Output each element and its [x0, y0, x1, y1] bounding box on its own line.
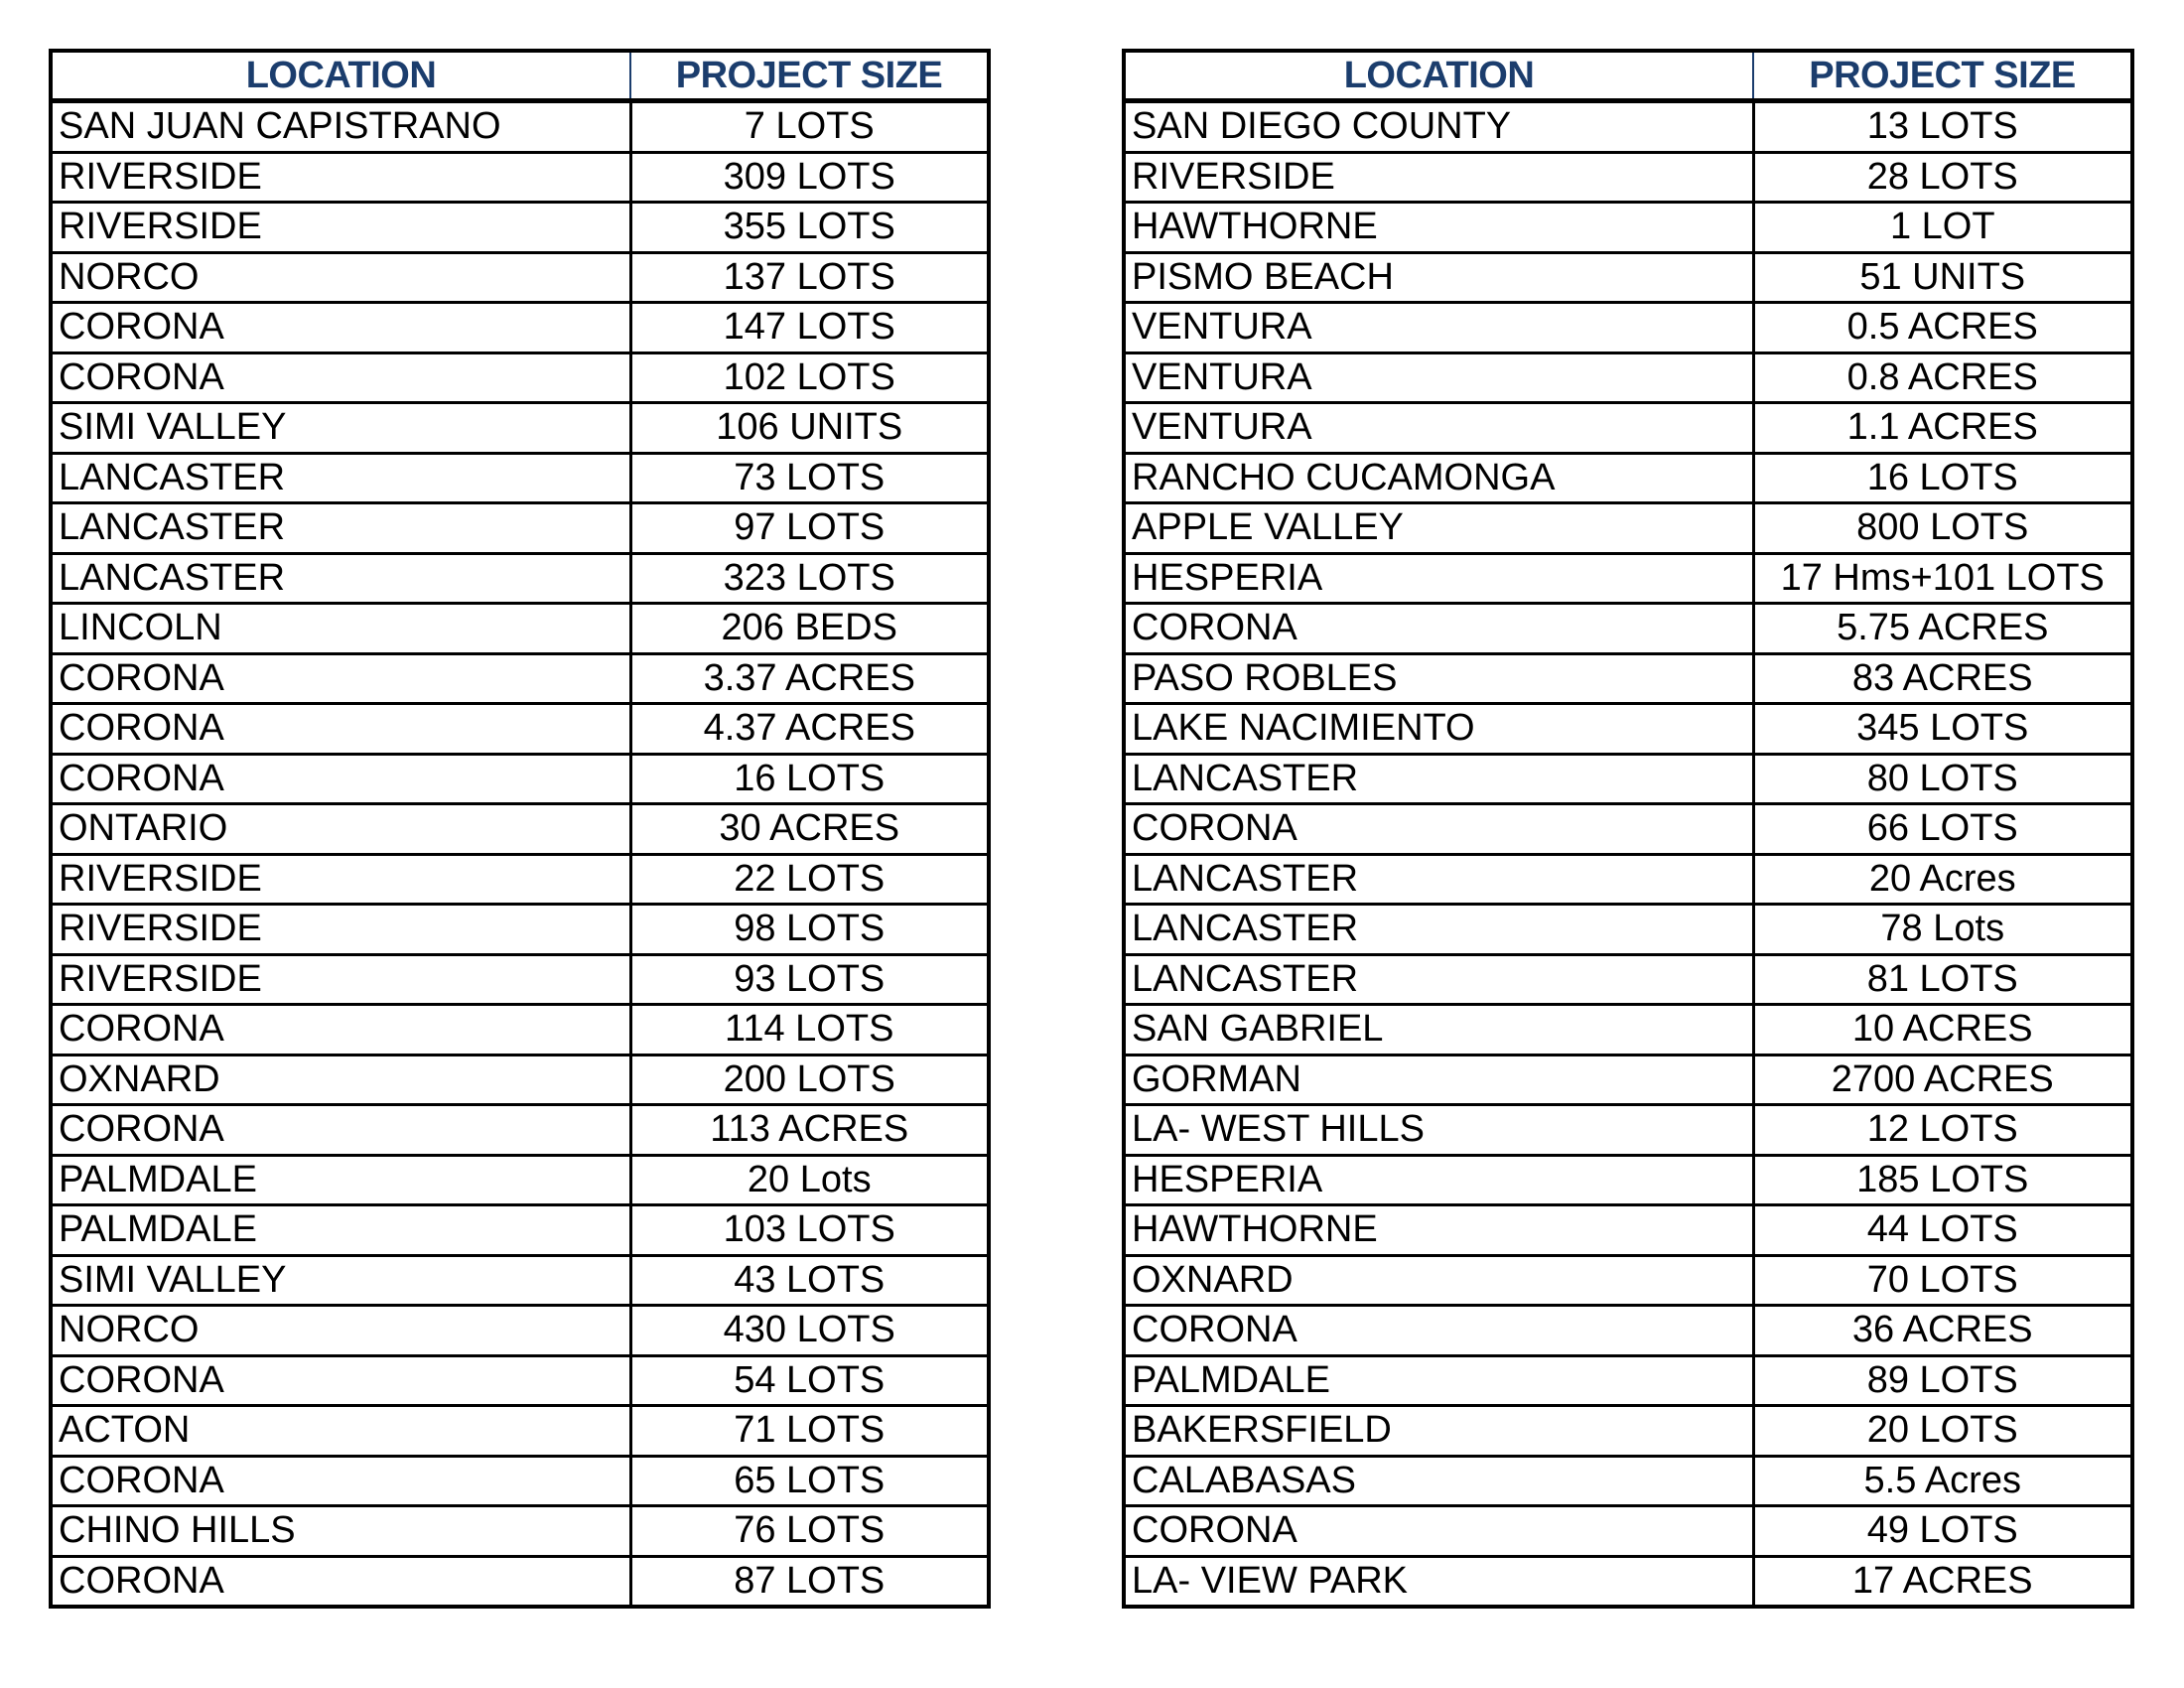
- project-size-cell: 2700 ACRES: [1753, 1055, 2132, 1105]
- table-row: [51, 1406, 989, 1457]
- table-row: [1124, 1205, 2132, 1256]
- project-size-cell: 114 LOTS: [630, 1005, 989, 1055]
- table-row: [1124, 152, 2132, 203]
- table-row: [1124, 954, 2132, 1005]
- location-cell: SAN DIEGO COUNTY: [1124, 101, 1753, 153]
- location-cell: CHINO HILLS: [51, 1506, 630, 1557]
- table-row: [51, 1055, 989, 1105]
- table-row: [51, 1255, 989, 1306]
- location-cell: RIVERSIDE: [51, 954, 630, 1005]
- header-row: [51, 51, 989, 101]
- table-row: [51, 704, 989, 755]
- location-cell: HAWTHORNE: [1124, 1205, 1753, 1256]
- location-header: LOCATION: [51, 51, 630, 101]
- project-size-cell: 71 LOTS: [630, 1406, 989, 1457]
- project-size-cell: 12 LOTS: [1753, 1105, 2132, 1156]
- project-size-cell: 0.8 ACRES: [1753, 352, 2132, 403]
- project-size-cell: 13 LOTS: [1866, 105, 2018, 148]
- project-size-cell: 5.5 Acres: [1753, 1456, 2132, 1506]
- table-row: [51, 1306, 989, 1356]
- location-cell: CORONA: [51, 1355, 630, 1406]
- table-row: [1124, 1155, 2132, 1205]
- table-row: [1124, 1105, 2132, 1156]
- table-row: [1124, 1456, 2132, 1506]
- location-cell: NORCO: [51, 1306, 630, 1356]
- project-size-cell: 28 LOTS: [1753, 152, 2132, 203]
- table-row: [51, 1456, 989, 1506]
- project-size-cell: 78 Lots: [1753, 905, 2132, 955]
- project-size-cell: 0.5 ACRES: [1753, 303, 2132, 353]
- location-cell: RANCHO CUCAMONGA: [1124, 453, 1753, 503]
- table-row: [1124, 854, 2132, 905]
- table-row: [1124, 553, 2132, 604]
- table-row: [1124, 252, 2132, 303]
- location-cell: HESPERIA: [1124, 553, 1753, 604]
- table-row: [51, 203, 989, 253]
- table-row: [1124, 1306, 2132, 1356]
- location-cell: CORONA: [51, 303, 630, 353]
- table-row: [1124, 403, 2132, 454]
- project-size-cell: 430 LOTS: [630, 1306, 989, 1356]
- location-cell: RIVERSIDE: [51, 152, 630, 203]
- location-cell: NORCO: [51, 252, 630, 303]
- project-size-cell: 30 ACRES: [630, 804, 989, 855]
- table-row: [51, 653, 989, 704]
- project-size-cell: 4.37 ACRES: [630, 704, 989, 755]
- project-size-cell: 70 LOTS: [1753, 1255, 2132, 1306]
- projects-table-left: [49, 49, 991, 1609]
- project-size-cell: 345 LOTS: [1753, 704, 2132, 755]
- location-cell: LANCASTER: [51, 553, 630, 604]
- project-size-cell: 97 LOTS: [630, 503, 989, 554]
- location-cell: LA- WEST HILLS: [1124, 1105, 1753, 1156]
- location-cell: VENTURA: [1124, 303, 1753, 353]
- project-size-cell: 102 LOTS: [630, 352, 989, 403]
- project-size-cell: 54 LOTS: [630, 1355, 989, 1406]
- projects-table-right: [1122, 49, 2134, 1609]
- table-row: [1124, 1255, 2132, 1306]
- location-cell: LAKE NACIMIENTO: [1124, 704, 1753, 755]
- table-row: [1124, 303, 2132, 353]
- table-row: [1124, 604, 2132, 654]
- project-size-cell: 3.37 ACRES: [630, 653, 989, 704]
- location-cell: CORONA: [51, 1105, 630, 1156]
- table-row: [51, 503, 989, 554]
- project-size-cell: 73 LOTS: [630, 453, 989, 503]
- project-size-cell: 355 LOTS: [630, 203, 989, 253]
- location-header: LOCATION: [1124, 51, 1753, 101]
- project-size-cell: 103 LOTS: [630, 1205, 989, 1256]
- table-row: [51, 553, 989, 604]
- project-size-cell: 83 ACRES: [1753, 653, 2132, 704]
- location-cell: PALMDALE: [51, 1205, 630, 1256]
- table-row: [51, 854, 989, 905]
- table-row: [51, 1355, 989, 1406]
- location-cell: HAWTHORNE: [1124, 203, 1753, 253]
- location-cell: OXNARD: [51, 1055, 630, 1105]
- table-row: [51, 303, 989, 353]
- location-cell: RIVERSIDE: [1124, 152, 1753, 203]
- table-row: [51, 954, 989, 1005]
- project-size-cell: 800 LOTS: [1753, 503, 2132, 554]
- project-size-cell: 44 LOTS: [1753, 1205, 2132, 1256]
- table-row: [1124, 1355, 2132, 1406]
- table-row: [51, 252, 989, 303]
- table-row: [1124, 1556, 2132, 1607]
- table-row: [51, 1506, 989, 1557]
- location-cell: HESPERIA: [1124, 1155, 1753, 1205]
- location-cell: CORONA: [51, 352, 630, 403]
- location-cell: LINCOLN: [51, 604, 630, 654]
- project-size-cell: 20 LOTS: [1753, 1406, 2132, 1457]
- project-size-cell: 137 LOTS: [630, 252, 989, 303]
- location-cell: VENTURA: [1124, 352, 1753, 403]
- location-cell: LA- VIEW PARK: [1124, 1556, 1753, 1607]
- table-row: [1124, 453, 2132, 503]
- table-row: [51, 453, 989, 503]
- location-cell: RIVERSIDE: [51, 203, 630, 253]
- table-row: [51, 1556, 989, 1607]
- project-size-cell: 98 LOTS: [630, 905, 989, 955]
- table-row: [51, 403, 989, 454]
- location-cell: PALMDALE: [51, 1155, 630, 1205]
- table-row: [1124, 905, 2132, 955]
- project-size-cell: 89 LOTS: [1753, 1355, 2132, 1406]
- table-row: [51, 804, 989, 855]
- location-cell: LANCASTER: [1124, 854, 1753, 905]
- location-cell: CORONA: [51, 704, 630, 755]
- table-row: [1124, 704, 2132, 755]
- project-size-cell: 17 Hms+101 LOTS: [1753, 553, 2132, 604]
- project-size-cell: 76 LOTS: [630, 1506, 989, 1557]
- location-cell: CORONA: [51, 1456, 630, 1506]
- location-cell: OXNARD: [1124, 1255, 1753, 1306]
- table-row: [51, 1155, 989, 1205]
- project-size-cell: 20 Lots: [630, 1155, 989, 1205]
- project-size-cell: 1.1 ACRES: [1753, 403, 2132, 454]
- location-cell: ACTON: [51, 1406, 630, 1457]
- table-row: [51, 101, 989, 153]
- table-row: [51, 152, 989, 203]
- project-size-cell: 323 LOTS: [630, 553, 989, 604]
- project-size-cell: 7 LOTS: [744, 105, 875, 148]
- project-size-cell: 93 LOTS: [630, 954, 989, 1005]
- project-size-cell: 106 UNITS: [630, 403, 989, 454]
- project-size-cell: 16 LOTS: [630, 754, 989, 804]
- project-size-cell: 16 LOTS: [1753, 453, 2132, 503]
- table-row: [51, 1205, 989, 1256]
- location-cell: RIVERSIDE: [51, 905, 630, 955]
- project-size-cell: 113 ACRES: [630, 1105, 989, 1156]
- project-size-cell: 66 LOTS: [1753, 804, 2132, 855]
- project-size-cell: 147 LOTS: [630, 303, 989, 353]
- table-row: [51, 1105, 989, 1156]
- table-row: [1124, 203, 2132, 253]
- table-row: [1124, 1005, 2132, 1055]
- table-row: [1124, 503, 2132, 554]
- project-size-cell: 309 LOTS: [630, 152, 989, 203]
- location-cell: SIMI VALLEY: [51, 1255, 630, 1306]
- location-cell: CORONA: [51, 1005, 630, 1055]
- table-row: [1124, 754, 2132, 804]
- table-row: [1124, 1055, 2132, 1105]
- location-cell: LANCASTER: [1124, 754, 1753, 804]
- location-cell: LANCASTER: [1124, 905, 1753, 955]
- location-cell: PISMO BEACH: [1124, 252, 1753, 303]
- location-cell: CORONA: [51, 754, 630, 804]
- project-size-cell: 49 LOTS: [1753, 1506, 2132, 1557]
- location-cell: VENTURA: [1124, 403, 1753, 454]
- table-row: [1124, 804, 2132, 855]
- table-row: [1124, 101, 2132, 153]
- location-cell: CORONA: [1124, 604, 1753, 654]
- location-cell: CORONA: [1124, 1506, 1753, 1557]
- project-size-cell: 200 LOTS: [630, 1055, 989, 1105]
- location-cell: LANCASTER: [51, 453, 630, 503]
- location-cell: PASO ROBLES: [1124, 653, 1753, 704]
- project-size-header: PROJECT SIZE: [630, 51, 989, 101]
- location-cell: CORONA: [1124, 1306, 1753, 1356]
- table-row: [51, 1005, 989, 1055]
- location-cell: LANCASTER: [51, 503, 630, 554]
- location-cell: CORONA: [1124, 804, 1753, 855]
- location-cell: RIVERSIDE: [51, 854, 630, 905]
- project-size-cell: 17 ACRES: [1753, 1556, 2132, 1607]
- project-size-cell: 1 LOT: [1753, 203, 2132, 253]
- project-size-cell: 20 Acres: [1753, 854, 2132, 905]
- table-row: [1124, 352, 2132, 403]
- location-cell: GORMAN: [1124, 1055, 1753, 1105]
- project-size-cell: 5.75 ACRES: [1753, 604, 2132, 654]
- location-cell: CALABASAS: [1124, 1456, 1753, 1506]
- location-cell: SAN GABRIEL: [1124, 1005, 1753, 1055]
- location-cell: SIMI VALLEY: [51, 403, 630, 454]
- location-cell: APPLE VALLEY: [1124, 503, 1753, 554]
- location-cell: PALMDALE: [1124, 1355, 1753, 1406]
- project-size-cell: 80 LOTS: [1753, 754, 2132, 804]
- project-size-cell: 36 ACRES: [1753, 1306, 2132, 1356]
- project-size-cell: 81 LOTS: [1753, 954, 2132, 1005]
- table-row: [51, 604, 989, 654]
- table-row: [51, 754, 989, 804]
- project-size-cell: 87 LOTS: [630, 1556, 989, 1607]
- project-size-cell: 206 BEDS: [630, 604, 989, 654]
- location-cell: ONTARIO: [51, 804, 630, 855]
- project-size-cell: 43 LOTS: [630, 1255, 989, 1306]
- project-size-cell: 22 LOTS: [630, 854, 989, 905]
- header-row: [1124, 51, 2132, 101]
- location-cell: SAN JUAN CAPISTRANO: [51, 101, 630, 153]
- table-row: [51, 905, 989, 955]
- location-cell: CORONA: [51, 653, 630, 704]
- table-row: [1124, 1506, 2132, 1557]
- location-cell: LANCASTER: [1124, 954, 1753, 1005]
- project-size-cell: 65 LOTS: [630, 1456, 989, 1506]
- project-size-cell: 185 LOTS: [1753, 1155, 2132, 1205]
- table-row: [1124, 653, 2132, 704]
- location-cell: BAKERSFIELD: [1124, 1406, 1753, 1457]
- table-row: [51, 352, 989, 403]
- project-size-cell: 51 UNITS: [1753, 252, 2132, 303]
- project-size-header: PROJECT SIZE: [1753, 51, 2132, 101]
- project-size-cell: 10 ACRES: [1753, 1005, 2132, 1055]
- table-row: [1124, 1406, 2132, 1457]
- location-cell: CORONA: [51, 1556, 630, 1607]
